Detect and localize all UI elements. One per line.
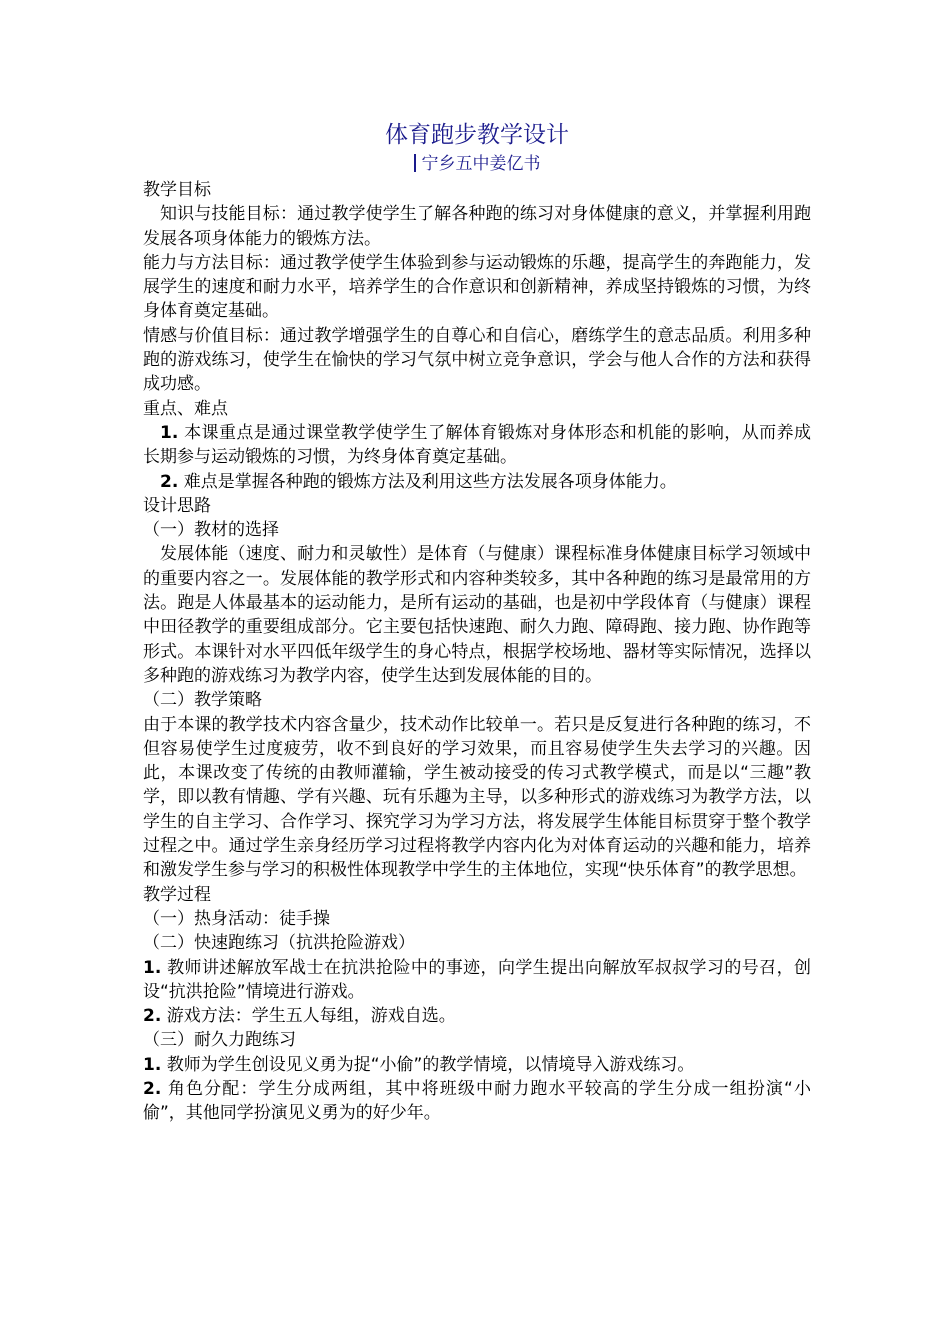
strategy-paragraph: 由于本课的教学技术内容含量少，技术动作比较单一。若只是反复进行各种跑的练习，不但容易使学生过度疲劳，收不到良好的学习效果，而且容易使学生失去学习的兴趣。因此，本课改变了传统的由教师灌输，学生被动接受的传习式教学模式，而是以“三趣”教学，即以教有情趣、学有兴趣、玩有乐趣为主导，以多种形式的游戏练习为教学方法，以学生的自主学习、合作学习、探究学习为学习方法，将发展学生体能目标贯穿于整个教学过程之中。通过学生亲身经历学习过程将教学内容内化为对体育运动的兴趣和能力，培养和激发学生参与学习的积极性体现教学中学生的主体地位，实现“快乐体育”的教学思想。 [143, 714, 811, 881]
fast-run-step-1-number: 1. [143, 957, 162, 978]
endurance-step-2 [143, 1077, 811, 1126]
document-page [143, 118, 811, 1126]
goal-emotion: 情感与价值目标：通过教学增强学生的自尊心和自信心，磨练学生的意志品质。利用多种跑的游戏练习，使学生在愉快的学习气氛中树立竞争意识，学会与他人合作的方法和获得成功感。 [143, 325, 811, 395]
goal-knowledge: 知识与技能目标：通过教学使学生了解各种跑的练习对身体健康的意义，并掌握利用跑发展各项身体能力的锻炼方法。 [143, 204, 811, 249]
endurance-step-1 [143, 1053, 811, 1077]
subheading-fast-run: （二）快速跑练习（抗洪抢险游戏） [143, 933, 415, 954]
fast-run-step-1 [143, 956, 811, 1005]
author-bar [414, 154, 416, 172]
key-point-1-text: 本课重点是通过课堂教学使学生了解体育锻炼对身体形态和机能的影响，从而养成长期参与运动锻炼的习惯，为终身体育奠定基础。 [143, 422, 811, 468]
key-point-2-text: 难点是掌握各种跑的锻炼方法及利用这些方法发展各项身体能力。 [178, 471, 677, 492]
endurance-step-1-text: 教师为学生创设见义勇为捉“小偷”的教学情境，以情境导入游戏练习。 [161, 1054, 695, 1075]
heading-design: 设计思路 [143, 495, 211, 516]
subheading-warmup: （一）热身活动：徒手操 [143, 908, 330, 929]
heading-process: 教学过程 [143, 884, 211, 905]
heading-key-points: 重点、难点 [143, 398, 228, 419]
endurance-step-2-text: 角色分配：学生分成两组，其中将班级中耐力跑水平较高的学生分成一组扮演“小偷”，其他同学扮演见义勇为的好少年。 [143, 1078, 811, 1124]
material-paragraph: 发展体能（速度、耐力和灵敏性）是体育（与健康）课程标准身体健康目标学习领域中的重要内容之一。发展体能的教学形式和内容种类较多，其中各种跑的练习是最常用的方法。跑是人体最基本的运动能力，是所有运动的基础，也是初中学段体育（与健康）课程中田径教学的重要组成部分。它主要包括快速跑、耐久力跑、障碍跑、接力跑、协作跑等形式。本课针对水平四低年级学生的身心特点，根据学校场地、器材等实际情况，选择以多种跑的游戏练习为教学内容，使学生达到发展体能的目的。 [143, 544, 811, 686]
goal-ability: 能力与方法目标：通过教学使学生体验到参与运动锻炼的乐趣，提高学生的奔跑能力，发展学生的速度和耐力水平，培养学生的合作意识和创新精神，养成坚持锻炼的习惯，为终身体育奠定基础。 [143, 252, 811, 322]
key-point-1 [143, 421, 811, 470]
key-point-2 [143, 470, 811, 494]
subheading-endurance: （三）耐久力跑练习 [143, 1030, 296, 1051]
document-title: 体育跑步教学设计 [385, 122, 569, 148]
endurance-step-1-number: 1. [143, 1054, 162, 1075]
author-name: 宁乡五中姜亿书 [421, 154, 541, 174]
fast-run-step-2 [143, 1004, 811, 1028]
endurance-step-2-number: 2. [143, 1078, 162, 1099]
author-line [143, 152, 811, 176]
subheading-strategy: （二）教学策略 [143, 690, 262, 711]
fast-run-step-2-number: 2. [143, 1006, 162, 1027]
key-point-1-number: 1. [160, 422, 179, 443]
fast-run-step-1-text: 教师讲述解放军战士在抗洪抢险中的事迹，向学生提出向解放军叔叔学习的号召，创设“抗洪抢险”情境进行游戏。 [143, 957, 811, 1002]
heading-goals: 教学目标 [143, 180, 211, 200]
subheading-material: （一）教材的选择 [143, 520, 279, 541]
key-point-2-number: 2. [160, 471, 179, 492]
fast-run-step-2-text: 游戏方法：学生五人每组，游戏自选。 [161, 1006, 456, 1027]
